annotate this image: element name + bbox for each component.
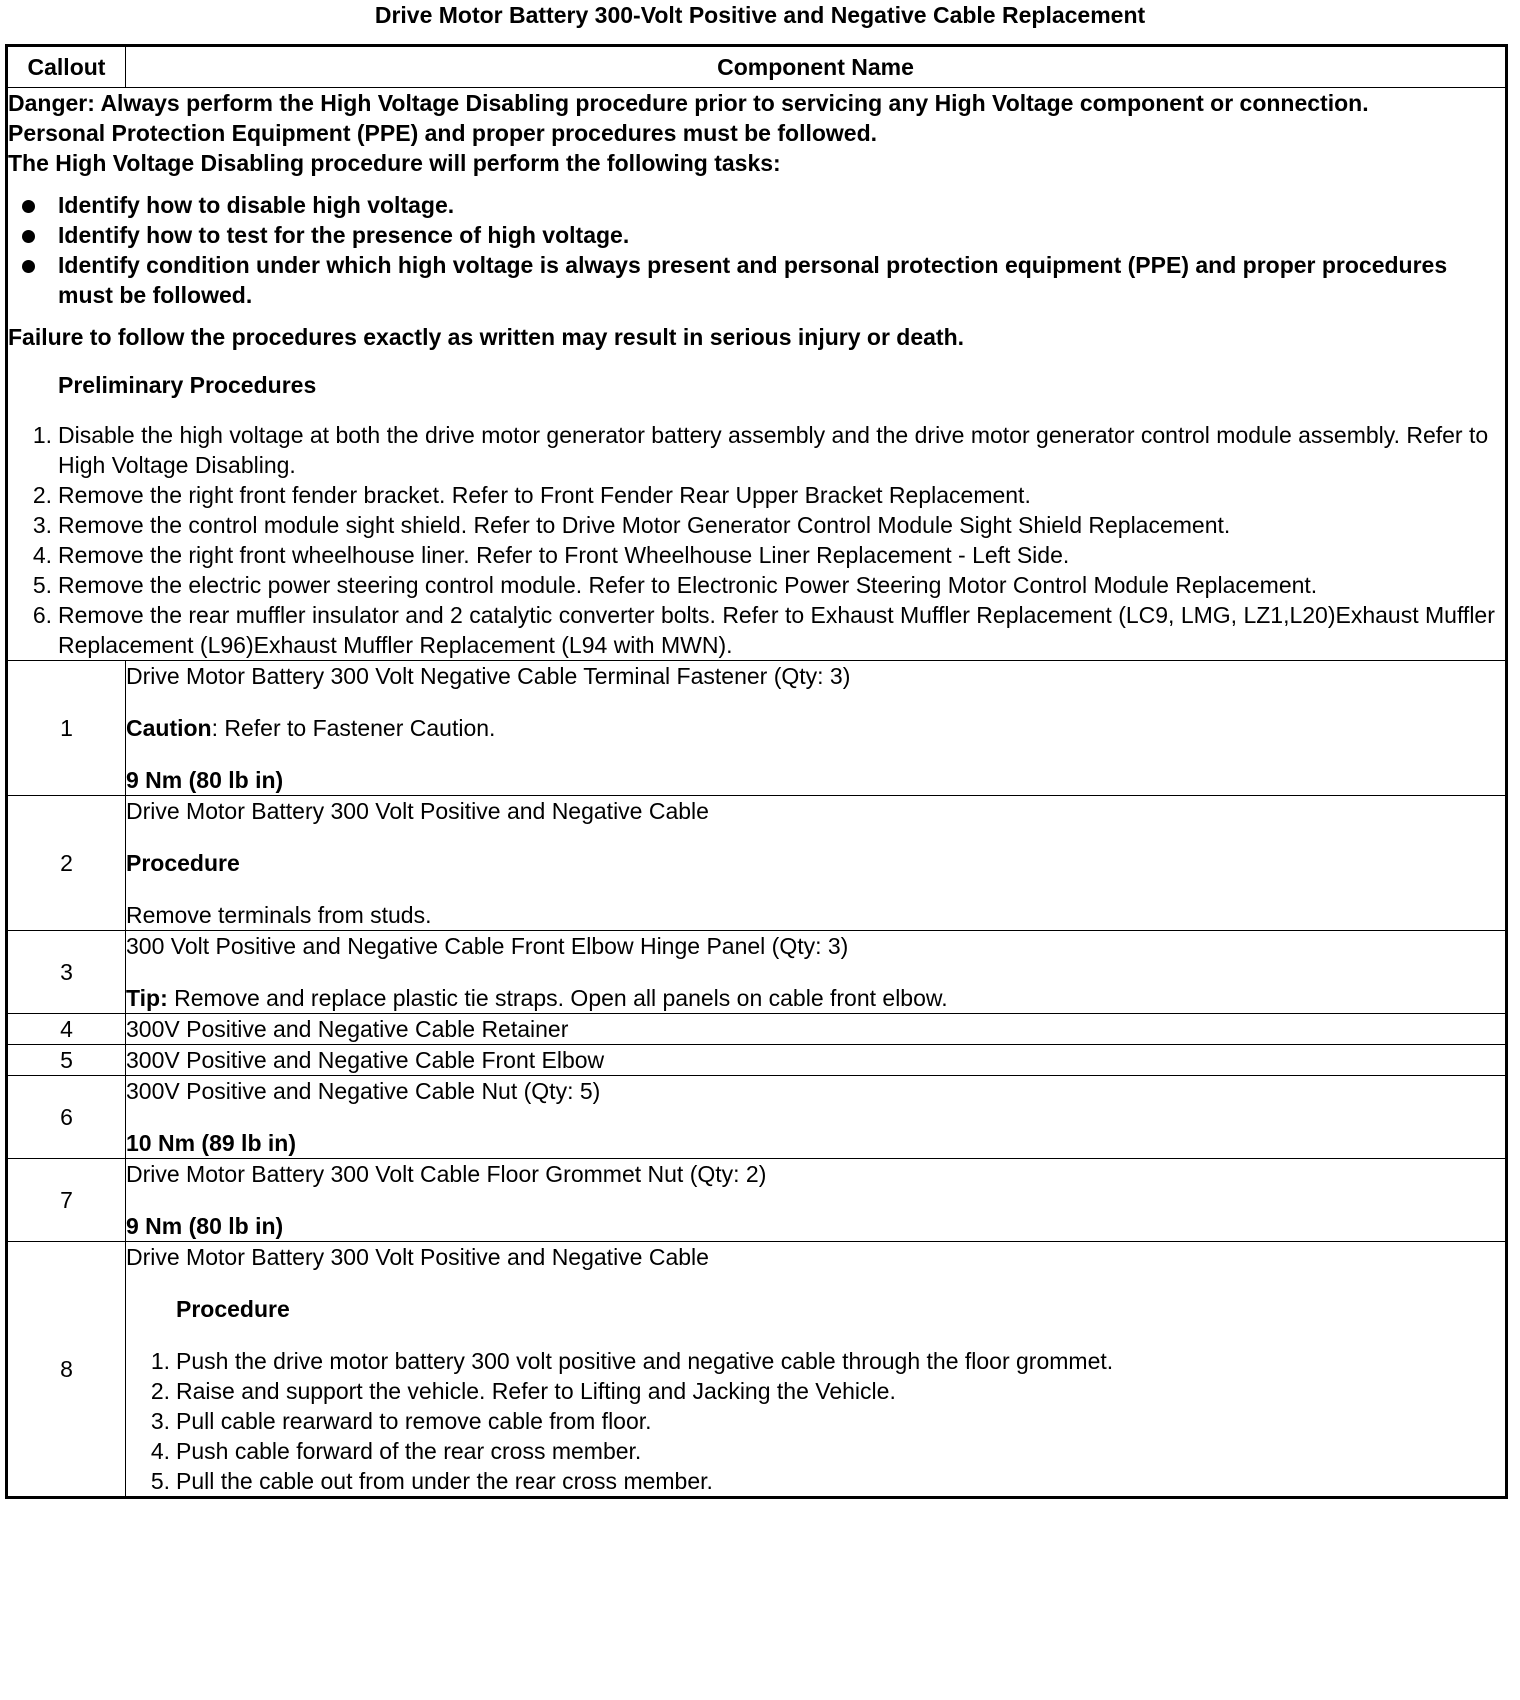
component-cell <box>126 661 1507 796</box>
step-text: Remove the control module sight shield. Refer to Drive Motor Generator Control Module Sight Shield Replacement. <box>58 512 1231 538</box>
step-text: Remove the right front wheelhouse liner. Refer to Front Wheelhouse Liner Replacement - Left Side. <box>58 542 1070 568</box>
component-cell <box>126 931 1507 1014</box>
list-item <box>58 220 1505 250</box>
callout-number: 2 <box>7 796 126 931</box>
callout-number: 4 <box>7 1014 126 1045</box>
component-cell <box>126 1045 1507 1076</box>
callout-number: 8 <box>7 1242 126 1498</box>
step-number: 5. <box>32 572 52 598</box>
step-number: 1. <box>32 422 52 448</box>
preliminary-procedures-title: Preliminary Procedures <box>58 372 317 398</box>
step-number: 5. <box>150 1468 170 1494</box>
callout-number: 5 <box>7 1045 126 1076</box>
callout-number: 7 <box>7 1159 126 1242</box>
procedure-table <box>5 44 1508 1499</box>
component-name: 300V Positive and Negative Cable Retainer <box>126 1016 569 1042</box>
step-number: 4. <box>32 542 52 568</box>
caution-note <box>126 713 1505 743</box>
component-name: Drive Motor Battery 300 Volt Negative Cable Terminal Fastener (Qty: 3) <box>126 663 851 689</box>
step-text: Remove the right front fender bracket. Refer to Front Fender Rear Upper Bracket Replacement. <box>58 482 1031 508</box>
caution-label: Caution <box>126 715 212 741</box>
step-number: 1. <box>150 1348 170 1374</box>
callout-number: 3 <box>7 931 126 1014</box>
component-name: Drive Motor Battery 300 Volt Positive and Negative Cable <box>126 1244 709 1270</box>
component-cell <box>126 1242 1507 1498</box>
list-item <box>32 600 1505 660</box>
step-number: 2. <box>150 1378 170 1404</box>
list-item <box>32 510 1505 540</box>
table-row <box>7 1159 1507 1242</box>
step-text: Remove the electric power steering control module. Refer to Electronic Power Steering Motor Control Module Replacement. <box>58 572 1318 598</box>
step-number: 6. <box>32 602 52 628</box>
list-item <box>58 250 1505 310</box>
list-item <box>150 1376 1505 1406</box>
failure-warning: Failure to follow the procedures exactly as written may result in serious injury or death. <box>8 324 965 350</box>
torque-spec: 9 Nm (80 lb in) <box>126 1213 284 1239</box>
table-row <box>7 796 1507 931</box>
table-row <box>7 1242 1507 1498</box>
component-cell <box>126 1159 1507 1242</box>
step-text: Push the drive motor battery 300 volt positive and negative cable through the floor grommet. <box>176 1348 1114 1374</box>
page-title: Drive Motor Battery 300-Volt Positive and Negative Cable Replacement <box>374 2 1146 28</box>
step-text: Pull the cable out from under the rear cross member. <box>176 1468 713 1494</box>
step-text: Remove the rear muffler insulator and 2 catalytic converter bolts. Refer to Exhaust Muffler Replacement (LC9, LMG, LZ1,L20)Exhaust Muffler Replacement (L96)Exhaust Muffler Replacement (L94 with MWN). <box>58 602 1495 658</box>
list-item <box>150 1406 1505 1436</box>
torque-spec: 10 Nm (89 lb in) <box>126 1130 296 1156</box>
component-cell <box>126 796 1507 931</box>
danger-line: The High Voltage Disabling procedure will perform the following tasks: <box>8 150 781 176</box>
list-item <box>150 1466 1505 1496</box>
bullet-icon <box>22 200 35 213</box>
tip-note <box>126 983 1505 1013</box>
intro-row <box>7 88 1507 661</box>
procedure-label: Procedure <box>176 1296 290 1322</box>
table-row <box>7 1076 1507 1159</box>
bullet-text: Identify how to test for the presence of high voltage. <box>58 222 630 248</box>
list-item <box>32 420 1505 480</box>
bullet-text: Identify condition under which high voltage is always present and personal protection equipment (PPE) and proper procedures must be followed. <box>58 252 1448 308</box>
bullet-icon <box>22 260 35 273</box>
step-text: Pull cable rearward to remove cable from floor. <box>176 1408 652 1434</box>
callout-number: 1 <box>7 661 126 796</box>
table-row <box>7 1045 1507 1076</box>
table-row <box>7 661 1507 796</box>
component-name: Drive Motor Battery 300 Volt Cable Floor Grommet Nut (Qty: 2) <box>126 1161 767 1187</box>
component-cell <box>126 1014 1507 1045</box>
bullet-icon <box>22 230 35 243</box>
list-item <box>32 570 1505 600</box>
table-row <box>7 1014 1507 1045</box>
component-cell <box>126 1076 1507 1159</box>
procedure-text: Remove terminals from studs. <box>126 902 432 928</box>
tip-label: Tip: <box>126 985 168 1011</box>
torque-spec: 9 Nm (80 lb in) <box>126 767 284 793</box>
step-number: 2. <box>32 482 52 508</box>
step-number: 3. <box>32 512 52 538</box>
component-name: 300V Positive and Negative Cable Front Elbow <box>126 1047 605 1073</box>
step-number: 3. <box>150 1408 170 1434</box>
intro-cell <box>7 88 1507 661</box>
procedure-steps-list <box>126 1346 1505 1496</box>
caution-text: : Refer to Fastener Caution. <box>211 715 496 741</box>
list-item <box>32 540 1505 570</box>
step-number: 4. <box>150 1438 170 1464</box>
procedure-label: Procedure <box>126 850 240 876</box>
danger-line: Personal Protection Equipment (PPE) and proper procedures must be followed. <box>8 120 878 146</box>
procedure-table-wrapper <box>5 44 1505 1499</box>
step-text: Raise and support the vehicle. Refer to Lifting and Jacking the Vehicle. <box>176 1378 896 1404</box>
list-item <box>150 1346 1505 1376</box>
component-header: Component Name <box>126 46 1507 88</box>
bullet-text: Identify how to disable high voltage. <box>58 192 455 218</box>
preliminary-steps-list <box>8 420 1505 660</box>
list-item <box>32 480 1505 510</box>
callout-header: Callout <box>7 46 126 88</box>
step-text: Disable the high voltage at both the drive motor generator battery assembly and the drive motor generator control module assembly. Refer to High Voltage Disabling. <box>58 422 1489 478</box>
callout-number: 6 <box>7 1076 126 1159</box>
danger-line: Danger: Always perform the High Voltage Disabling procedure prior to servicing any High Voltage component or connection. <box>8 90 1369 116</box>
component-name: 300V Positive and Negative Cable Nut (Qty: 5) <box>126 1078 601 1104</box>
table-row <box>7 931 1507 1014</box>
list-item <box>150 1436 1505 1466</box>
task-bullet-list <box>8 190 1505 310</box>
list-item <box>58 190 1505 220</box>
tip-text: Remove and replace plastic tie straps. Open all panels on cable front elbow. <box>167 985 948 1011</box>
table-header-row <box>7 46 1507 88</box>
component-name: Drive Motor Battery 300 Volt Positive and Negative Cable <box>126 798 709 824</box>
step-text: Push cable forward of the rear cross member. <box>176 1438 642 1464</box>
component-name: 300 Volt Positive and Negative Cable Front Elbow Hinge Panel (Qty: 3) <box>126 933 849 959</box>
